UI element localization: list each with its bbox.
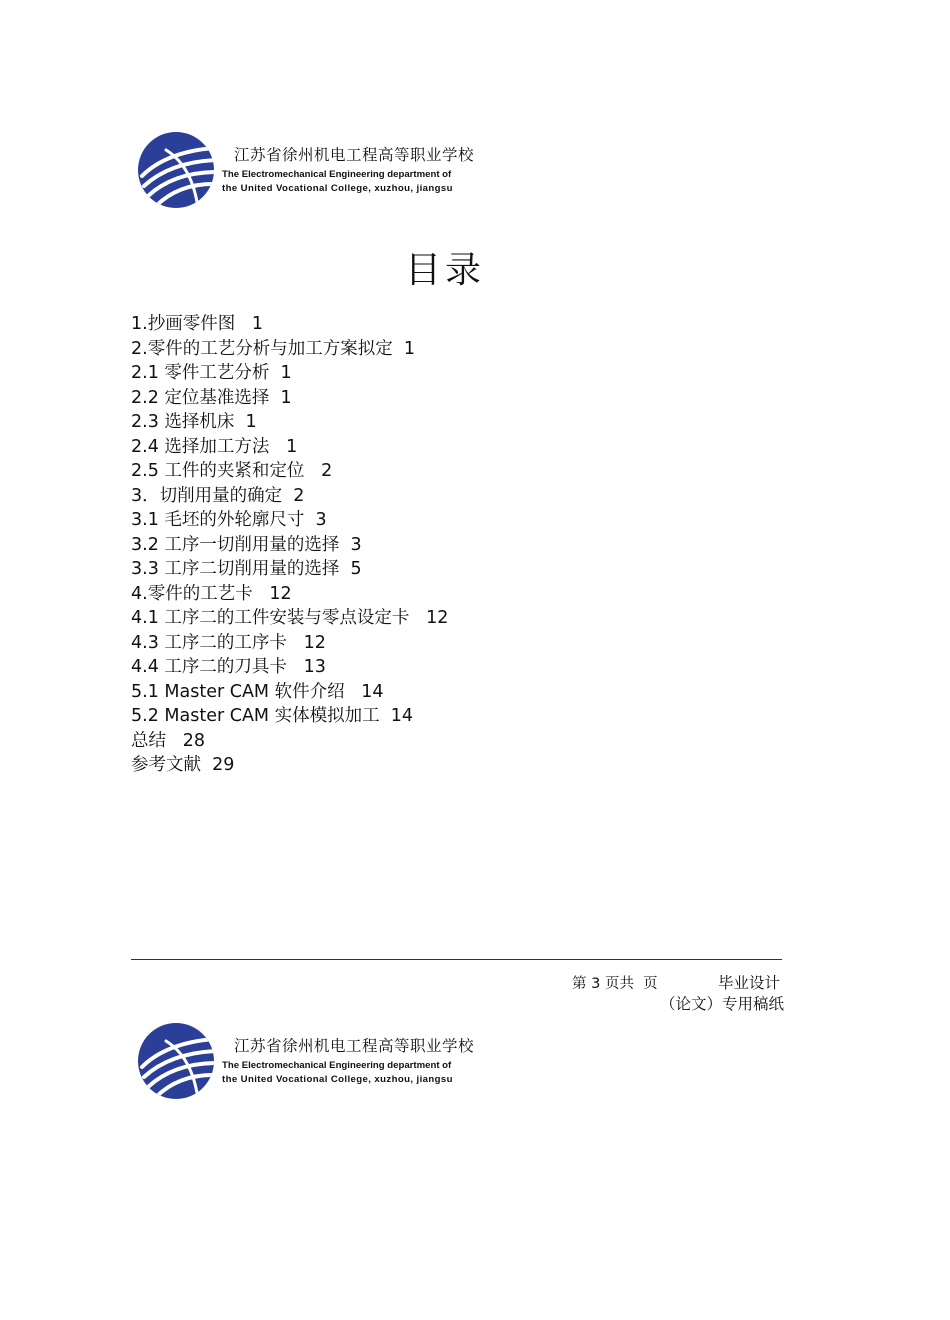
- toc-title: 目录: [404, 250, 485, 291]
- school-emblem-icon: [136, 1021, 216, 1101]
- school-name-cn: 江苏省徐州机电工程高等职业学校: [234, 1037, 475, 1055]
- toc-entry[interactable]: 3.1 毛坯的外轮廓尺寸 3: [131, 510, 327, 530]
- toc-entry[interactable]: 2.零件的工艺分析与加工方案拟定 1: [131, 338, 415, 359]
- school-name-en-line1: The Electromechanical Engineering department of: [222, 169, 452, 180]
- school-header: [136, 130, 516, 210]
- toc-entry[interactable]: 3.3 工序二切削用量的选择 5: [131, 559, 362, 579]
- paper-tag-line2: （论文）专用稿纸: [660, 995, 785, 1013]
- table-of-contents: [131, 312, 448, 778]
- toc-entry[interactable]: 2.2 定位基准选择 1: [131, 387, 292, 408]
- toc-entry[interactable]: 4.1 工序二的工件安装与零点设定卡 12: [131, 608, 449, 628]
- school-emblem-icon: [136, 130, 216, 210]
- school-header-next-page: [136, 1021, 516, 1101]
- school-name-en-line2: the United Vocational College, xuzhou, jiangsu: [222, 183, 453, 194]
- paper-tag-line1: 毕业设计: [718, 974, 781, 992]
- toc-entry[interactable]: 3.2 工序一切削用量的选择 3: [131, 534, 362, 555]
- toc-entry[interactable]: 2.1 零件工艺分析 1: [131, 363, 292, 383]
- toc-entry[interactable]: 4.3 工序二的工序卡 12: [131, 632, 326, 653]
- toc-entry[interactable]: 2.3 选择机床 1: [131, 412, 257, 432]
- school-name-en-line1: The Electromechanical Engineering department of: [222, 1060, 452, 1071]
- toc-entry[interactable]: 4.4 工序二的刀具卡 13: [131, 657, 326, 677]
- toc-entry[interactable]: 参考文献 29: [131, 755, 235, 775]
- toc-entry[interactable]: 5.1 Master CAM 软件介绍 14: [131, 681, 384, 702]
- toc-entry[interactable]: 1.抄画零件图 1: [131, 314, 264, 334]
- toc-entry[interactable]: 总结 28: [131, 730, 205, 751]
- school-name-en-line2: the United Vocational College, xuzhou, jiangsu: [222, 1074, 453, 1085]
- toc-entry[interactable]: 3．切削用量的确定 2: [131, 485, 305, 506]
- school-name-cn: 江苏省徐州机电工程高等职业学校: [234, 146, 475, 164]
- footer-divider: [131, 959, 782, 960]
- toc-entry[interactable]: 5.2 Master CAM 实体模拟加工 14: [131, 706, 413, 726]
- toc-entry[interactable]: 4.零件的工艺卡 12: [131, 583, 292, 604]
- page-number: 第 3 页共 页: [572, 976, 658, 992]
- toc-entry[interactable]: 2.5 工件的夹紧和定位 2: [131, 461, 333, 481]
- toc-entry[interactable]: 2.4 选择加工方法 1: [131, 436, 298, 457]
